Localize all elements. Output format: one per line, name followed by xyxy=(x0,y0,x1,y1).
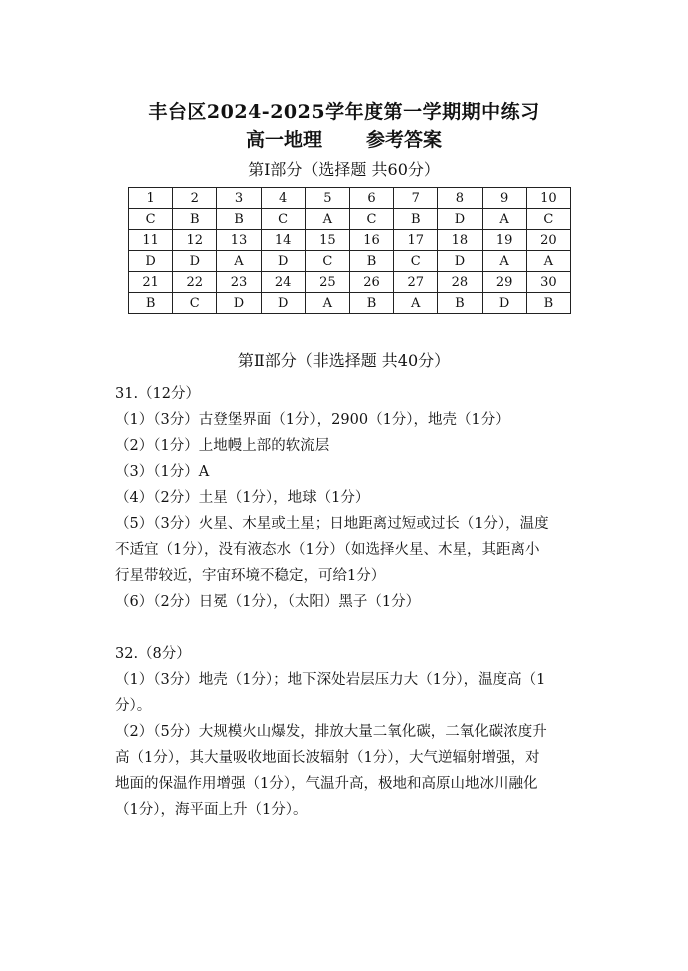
answer-table xyxy=(128,187,571,314)
question-number-row xyxy=(129,188,571,209)
answer-cell: C xyxy=(129,209,173,230)
question-number-cell: 21 xyxy=(129,272,173,293)
answer-cell: B xyxy=(173,209,217,230)
answer-row xyxy=(129,251,571,272)
answer-cell: C xyxy=(305,251,349,272)
question-number-cell: 5 xyxy=(305,188,349,209)
question-number-cell: 8 xyxy=(438,188,482,209)
document-title: 丰台区2024-2025学年度第一学期期中练习 xyxy=(148,101,540,123)
question-number-cell: 1 xyxy=(129,188,173,209)
q32-line: （1分），海平面上升（1分）。 xyxy=(115,802,308,818)
question-number-cell: 2 xyxy=(173,188,217,209)
question-number-cell: 4 xyxy=(261,188,305,209)
question-number-cell: 12 xyxy=(173,230,217,251)
question-number-cell: 13 xyxy=(217,230,261,251)
answer-cell: C xyxy=(349,209,393,230)
question-number-cell: 3 xyxy=(217,188,261,209)
answer-cell: B xyxy=(438,293,482,314)
question-31 xyxy=(115,381,595,615)
answer-cell: A xyxy=(217,251,261,272)
answer-cell: B xyxy=(349,293,393,314)
doc-type-label: 参考答案 xyxy=(366,129,443,151)
answer-cell: A xyxy=(305,209,349,230)
answer-cell: A xyxy=(394,293,438,314)
question-number-row xyxy=(129,230,571,251)
question-number-cell: 6 xyxy=(349,188,393,209)
answer-cell: B xyxy=(349,251,393,272)
q32-line: 分）。 xyxy=(115,698,152,714)
q31-line: 不适宜（1分），没有液态水（1分）（如选择火星、木星，其距离小 xyxy=(115,542,540,558)
question-number-cell: 9 xyxy=(482,188,526,209)
q32-line: 地面的保温作用增强（1分），气温升高，极地和高原山地冰川融化 xyxy=(115,776,538,792)
answer-cell: D xyxy=(217,293,261,314)
q31-line: （2）（1分）上地幔上部的软流层 xyxy=(115,438,330,454)
q31-line: （3）（1分）A xyxy=(115,464,210,480)
q31-line: （6）（2分）日冕（1分），（太阳）黑子（1分） xyxy=(115,594,421,610)
question-number-cell: 30 xyxy=(526,272,570,293)
answer-cell: D xyxy=(438,251,482,272)
question-number-cell: 18 xyxy=(438,230,482,251)
q32-line: 高（1分），其大量吸收地面长波辐射（1分），大气逆辐射增强，对 xyxy=(115,750,540,766)
question-number-cell: 29 xyxy=(482,272,526,293)
q31-line: 行星带较近，宇宙环境不稳定，可给1分） xyxy=(115,568,386,584)
answer-cell: B xyxy=(394,209,438,230)
question-number-row xyxy=(129,272,571,293)
q31-line: （5）（3分）火星、木星或土星；日地距离过短或过长（1分），温度 xyxy=(115,516,549,532)
answer-cell: C xyxy=(526,209,570,230)
answer-cell: A xyxy=(482,251,526,272)
question-number-cell: 22 xyxy=(173,272,217,293)
question-32-head: 32.（8分） xyxy=(115,646,191,662)
question-number-cell: 11 xyxy=(129,230,173,251)
answer-cell: C xyxy=(394,251,438,272)
q32-line: （2）（5分）大规模火山爆发，排放大量二氧化碳，二氧化碳浓度升 xyxy=(115,724,547,740)
question-number-cell: 19 xyxy=(482,230,526,251)
question-number-cell: 23 xyxy=(217,272,261,293)
question-number-cell: 26 xyxy=(349,272,393,293)
answer-cell: B xyxy=(217,209,261,230)
question-31-head: 31.（12分） xyxy=(115,386,201,402)
answer-cell: C xyxy=(261,209,305,230)
part1-heading: 第Ⅰ部分（选择题 共60分） xyxy=(248,160,440,179)
answer-row xyxy=(129,293,571,314)
answer-cell: A xyxy=(482,209,526,230)
question-number-cell: 24 xyxy=(261,272,305,293)
q32-line: （1）（3分）地壳（1分）；地下深处岩层压力大（1分），温度高（1 xyxy=(115,672,546,688)
answer-cell: D xyxy=(261,293,305,314)
question-number-cell: 15 xyxy=(305,230,349,251)
document-subtitle xyxy=(0,125,688,152)
answer-cell: B xyxy=(526,293,570,314)
question-number-cell: 20 xyxy=(526,230,570,251)
answer-cell: C xyxy=(173,293,217,314)
question-number-cell: 10 xyxy=(526,188,570,209)
answer-cell: D xyxy=(482,293,526,314)
part2-heading: 第Ⅱ部分（非选择题 共40分） xyxy=(237,351,451,370)
q31-line: （1）（3分）古登堡界面（1分），2900（1分），地壳（1分） xyxy=(115,412,510,428)
question-number-cell: 28 xyxy=(438,272,482,293)
answer-cell: A xyxy=(526,251,570,272)
question-number-cell: 27 xyxy=(394,272,438,293)
question-number-cell: 14 xyxy=(261,230,305,251)
answer-cell: D xyxy=(438,209,482,230)
answer-cell: D xyxy=(173,251,217,272)
subject-label: 高一地理 xyxy=(245,129,322,151)
question-number-cell: 7 xyxy=(394,188,438,209)
answer-cell: D xyxy=(261,251,305,272)
q31-line: （4）（2分）土星（1分），地球（1分） xyxy=(115,490,370,506)
question-32 xyxy=(115,641,595,823)
answer-cell: B xyxy=(129,293,173,314)
question-number-cell: 17 xyxy=(394,230,438,251)
answer-cell: D xyxy=(129,251,173,272)
answer-row xyxy=(129,209,571,230)
question-number-cell: 25 xyxy=(305,272,349,293)
question-number-cell: 16 xyxy=(349,230,393,251)
answer-cell: A xyxy=(305,293,349,314)
